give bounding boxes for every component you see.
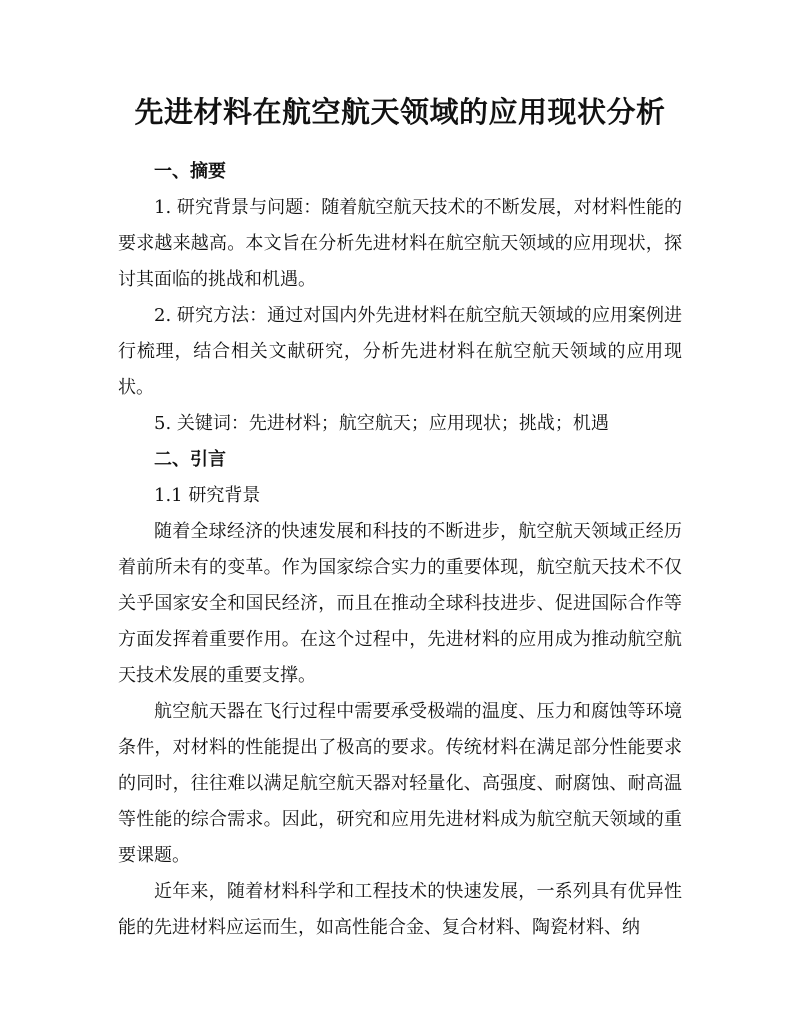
abstract-background-item: 1. 研究背景与问题：随着航空航天技术的不断发展，对材料性能的要求越来越高。本文旨在分析先进材料在航空航天领域的应用现状，探讨其面临的挑战和机遇。 [118,197,682,290]
introduction-paragraph: 近年来，随着材料科学和工程技术的快速发展，一系列具有优异性能的先进材料应运而生，如高性能合金、复合材料、陶瓷材料、纳 [118,881,682,938]
introduction-section [118,442,682,946]
document-title: 先进材料在航空航天领域的应用现状分析 [134,95,666,129]
abstract-keywords-item: 5. 关键词：先进材料；航空航天；应用现状；挑战；机遇 [154,413,609,434]
abstract-section [118,154,682,442]
introduction-paragraph: 航空航天器在飞行过程中需要承受极端的温度、压力和腐蚀等环境条件，对材料的性能提出了极高的要求。传统材料在满足部分性能要求的同时，往往难以满足航空航天器对轻量化、高强度、耐腐蚀、耐高温等性能的综合需求。因此，研究和应用先进材料成为航空航天领域的重要课题。 [118,701,682,866]
abstract-method-item: 2. 研究方法：通过对国内外先进材料在航空航天领域的应用案例进行梳理，结合相关文献研究，分析先进材料在航空航天领域的应用现状。 [118,305,682,398]
abstract-heading: 一、摘要 [154,161,226,182]
introduction-heading: 二、引言 [154,449,226,470]
introduction-paragraph: 随着全球经济的快速发展和科技的不断进步，航空航天领域正经历着前所未有的变革。作为国家综合实力的重要体现，航空航天技术不仅关乎国家安全和国民经济，而且在推动全球科技进步、促进国际合作等方面发挥着重要作用。在这个过程中，先进材料的应用成为推动航空航天技术发展的重要支撑。 [118,521,682,686]
research-background-subheading: 1.1 研究背景 [154,485,261,506]
